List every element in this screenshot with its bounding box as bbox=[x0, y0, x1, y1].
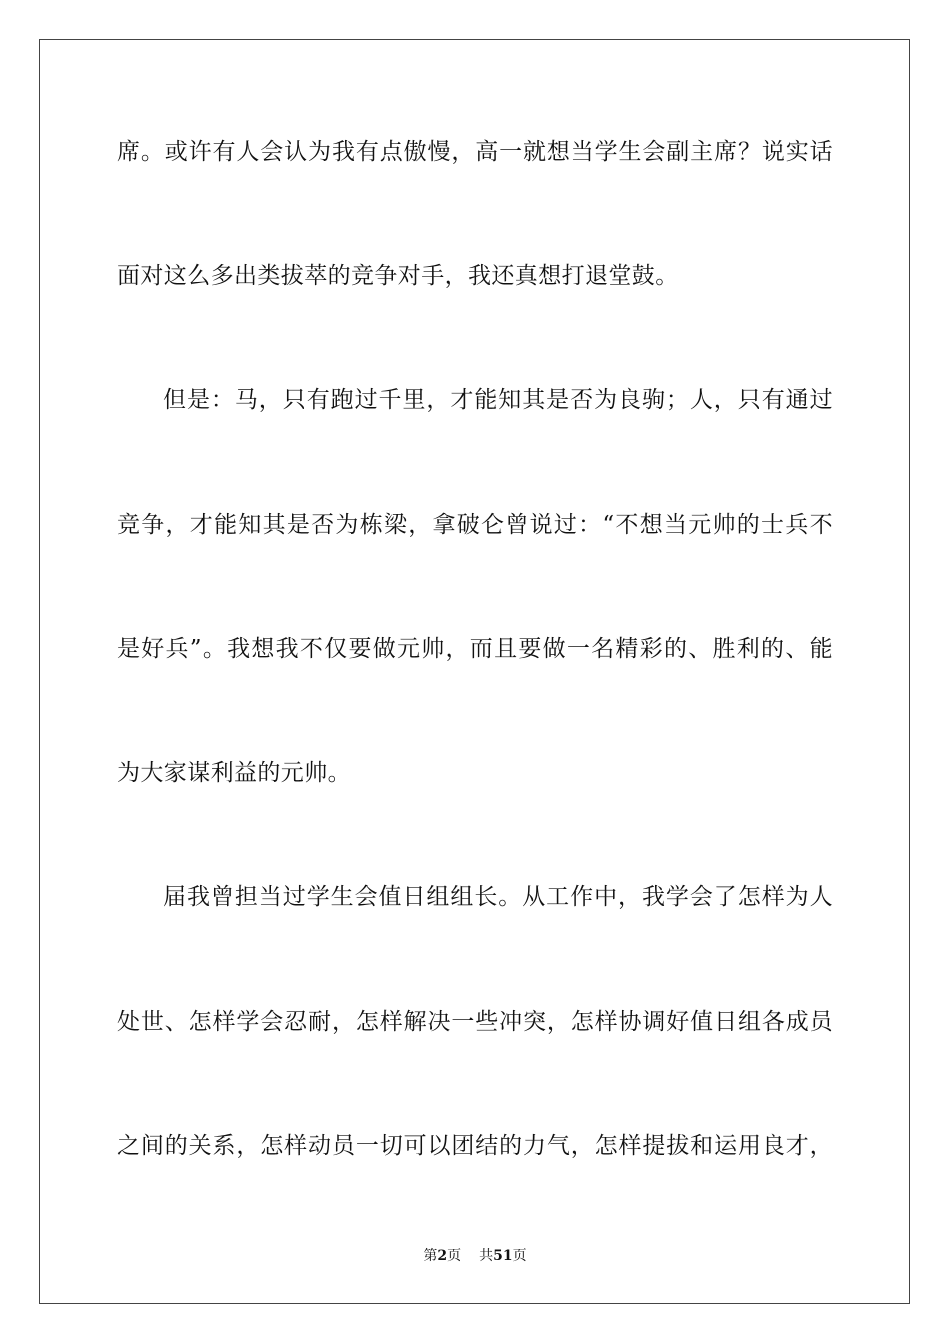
text-line-4: 竞争，才能知其是否为栋梁，拿破仑曾说过：“不想当元帅的士兵不 bbox=[117, 512, 833, 538]
page-prefix: 第 bbox=[423, 1248, 438, 1264]
total-suffix: 页 bbox=[512, 1248, 527, 1264]
page-border bbox=[39, 39, 910, 1304]
text-line-8: 处世、怎样学会忍耐，怎样解决一些冲突，怎样协调好值日组各成员 bbox=[117, 1009, 833, 1035]
text-line-9: 之间的关系，怎样动员一切可以团结的力气，怎样提拔和运用良才， bbox=[117, 1133, 833, 1159]
text-line-1: 席。或许有人会认为我有点傲慢，高一就想当学生会副主席？说实话 bbox=[117, 139, 833, 165]
page-number: 2 bbox=[437, 1248, 448, 1264]
text-line-7: 届我曾担当过学生会值日组组长。从工作中，我学会了怎样为人 bbox=[163, 884, 833, 910]
text-line-5: 是好兵”。我想我不仅要做元帅，而且要做一名精彩的、胜利的、能 bbox=[117, 636, 833, 662]
text-line-2: 面对这么多出类拔萃的竞争对手，我还真想打退堂鼓。 bbox=[117, 263, 679, 289]
text-line-3: 但是：马，只有跑过千里，才能知其是否为良驹；人，只有通过 bbox=[163, 387, 833, 413]
total-prefix: 共 bbox=[479, 1248, 494, 1264]
total-pages: 51 bbox=[493, 1248, 513, 1264]
page-footer bbox=[0, 1247, 950, 1265]
text-line-6: 为大家谋利益的元帅。 bbox=[117, 760, 351, 786]
page-suffix: 页 bbox=[447, 1248, 462, 1264]
